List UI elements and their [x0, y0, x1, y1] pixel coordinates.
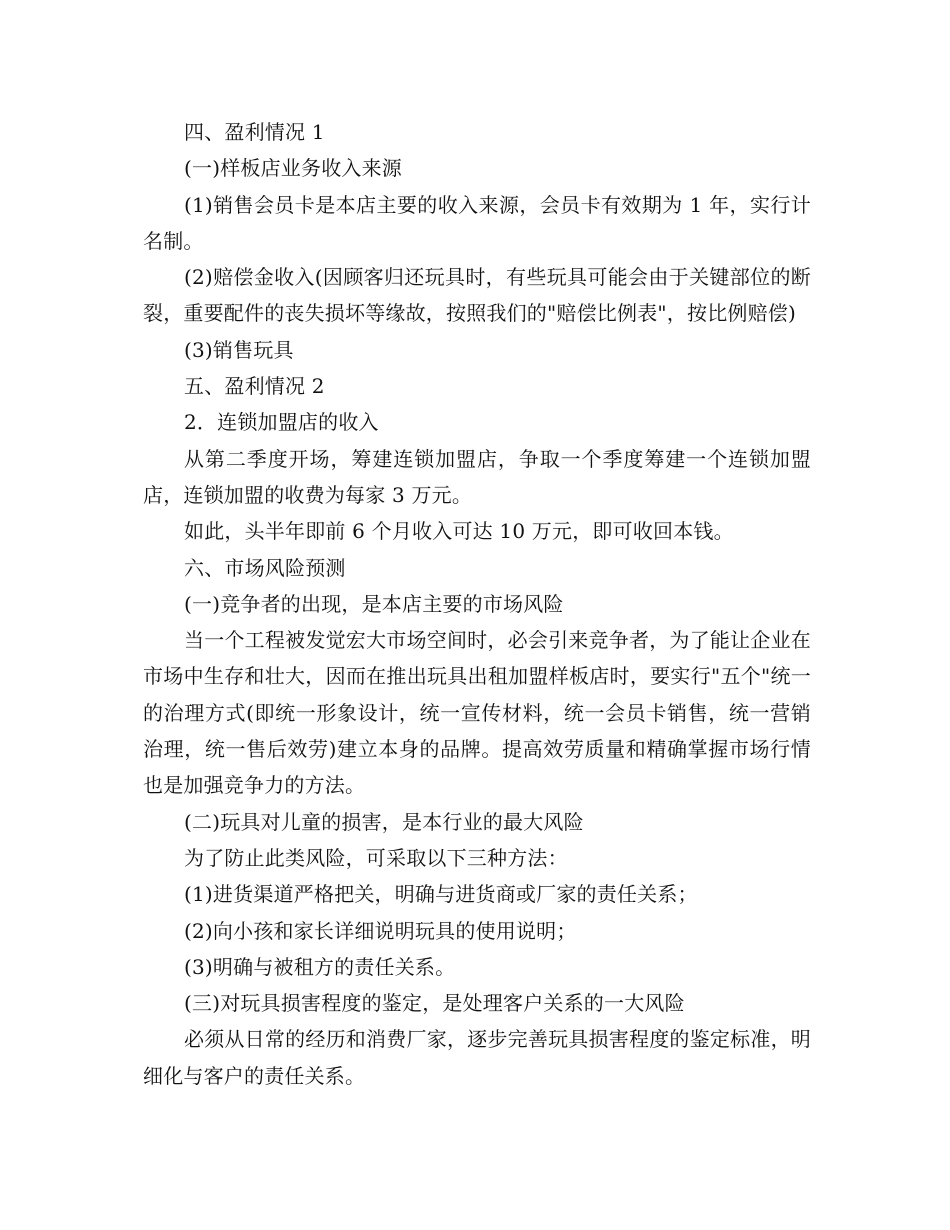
paragraph-franchise-plan: 从第二季度开场，筹建连锁加盟店，争取一个季度筹建一个连锁加盟店，连锁加盟的收费为每家 3 万元。 [143, 446, 811, 507]
subheading-revenue-sources: (一)样板店业务收入来源 [184, 156, 403, 181]
list-item-renter-responsibility: (3)明确与被租方的责任关系。 [184, 954, 456, 979]
subheading-franchise-income: 2．连锁加盟店的收入 [184, 410, 379, 435]
paragraph-three-methods: 为了防止此类风险，可采取以下三种方法： [184, 845, 568, 870]
subheading-child-harm: (二)玩具对儿童的损害，是本行业的最大风险 [184, 809, 584, 834]
subheading-competitors: (一)竞争者的出现，是本店主要的市场风险 [184, 591, 564, 616]
heading-profit-1: 四、盈利情况 1 [184, 120, 325, 144]
paragraph-assessment-standard: 必须从日常的经历和消费厂家，逐步完善玩具损害程度的鉴定标准，明细化与客户的责任关系。 [143, 1027, 811, 1088]
list-item-explain-usage: (2)向小孩和家长详细说明玩具的使用说明； [184, 918, 577, 943]
paragraph-compensation: (2)赔偿金收入(因顾客归还玩具时，有些玩具可能会由于关键部位的断裂，重要配件的丧失损坏等缘故，按照我们的"赔偿比例表"，按比例赔偿) [143, 265, 811, 326]
paragraph-half-year-income: 如此，头半年即前 6 个月收入可达 10 万元，即可收回本钱。 [184, 519, 734, 544]
document-body [143, 114, 811, 1094]
heading-market-risk: 六、市场风险预测 [184, 555, 346, 580]
paragraph-sell-toys: (3)销售玩具 [184, 337, 294, 362]
paragraph-competition-strategy: 当一个工程被发觉宏大市场空间时，必会引来竞争者，为了能让企业在市场中生存和壮大，因而在推出玩具出租加盟样板店时，要实行"五个"统一的治理方式(即统一形象设计，统一宣传材料，统一会员卡销售，统一营销治理，统一售后效劳)建立本身的品牌。提高效劳质量和精确掌握市场行情也是加强竞争力的方法。 [143, 628, 811, 798]
list-item-supply-control: (1)进货渠道严格把关，明确与进货商或厂家的责任关系； [184, 882, 698, 907]
heading-profit-2: 五、盈利情况 2 [184, 374, 325, 399]
paragraph-membership-card: (1)销售会员卡是本店主要的收入来源，会员卡有效期为 1 年，实行计名制。 [143, 192, 811, 253]
subheading-damage-assessment: (三)对玩具损害程度的鉴定，是处理客户关系的一大风险 [184, 991, 685, 1016]
